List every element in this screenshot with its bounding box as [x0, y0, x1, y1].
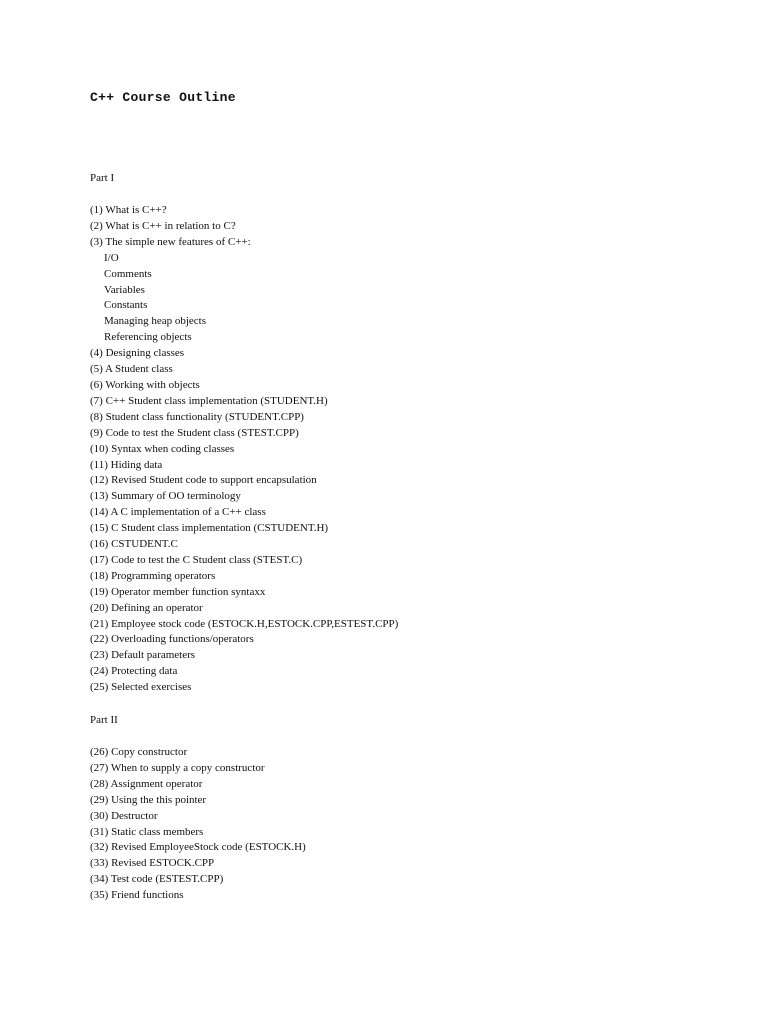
list-item: (34) Test code (ESTEST.CPP)	[90, 873, 224, 886]
part-1-heading: Part I	[90, 172, 115, 184]
list-item: (28) Assignment operator	[90, 777, 203, 790]
part-2-list	[90, 745, 306, 904]
list-item: (16) CSTUDENT.C	[90, 538, 178, 551]
list-item: (27) When to supply a copy constructor	[90, 761, 265, 774]
list-item: (14) A C implementation of a C++ class	[90, 506, 266, 519]
list-item: (18) Programming operators	[90, 569, 216, 582]
list-item: (25) Selected exercises	[90, 681, 192, 694]
list-item: (8) Student class functionality (STUDENT.CPP)	[90, 410, 304, 423]
sub-list-item: I/O	[104, 251, 119, 264]
part-2-heading: Part II	[90, 714, 118, 726]
list-item: (35) Friend functions	[90, 889, 184, 902]
list-item: (24) Protecting data	[90, 665, 178, 678]
list-item: (31) Static class members	[90, 825, 204, 838]
sub-list-item: Comments	[104, 267, 152, 280]
list-item: (15) C Student class implementation (CSTUDENT.H)	[90, 522, 329, 535]
list-item: (9) Code to test the Student class (STEST.CPP)	[90, 426, 299, 439]
sub-list-item: Constants	[104, 299, 148, 312]
list-item: (26) Copy constructor	[90, 746, 188, 758]
list-item: (11) Hiding data	[90, 458, 163, 471]
list-item: (20) Defining an operator	[90, 601, 203, 614]
list-item: (7) C++ Student class implementation (STUDENT.H)	[90, 394, 328, 407]
list-item: (2) What is C++ in relation to C?	[90, 219, 236, 232]
sub-list-item: Variables	[104, 283, 145, 296]
list-item: (23) Default parameters	[90, 649, 196, 662]
list-item: (3) The simple new features of C++:	[90, 235, 251, 248]
list-item: (1) What is C++?	[90, 204, 167, 216]
list-item: (6) Working with objects	[90, 378, 200, 391]
list-item: (32) Revised EmployeeStock code (ESTOCK.H)	[90, 841, 306, 854]
sub-list-item: Managing heap objects	[104, 315, 207, 328]
list-item: (13) Summary of OO terminology	[90, 490, 241, 503]
list-item: (33) Revised ESTOCK.CPP	[90, 857, 215, 870]
page-title: C++ Course Outline	[90, 90, 236, 105]
sub-list-item: Referencing objects	[104, 331, 192, 344]
list-item: (22) Overloading functions/operators	[90, 633, 254, 646]
list-item: (30) Destructor	[90, 809, 158, 822]
list-item: (19) Operator member function syntaxx	[90, 585, 266, 598]
list-item: (17) Code to test the C Student class (STEST.C)	[90, 553, 303, 566]
list-item: (29) Using the this pointer	[90, 793, 207, 806]
list-item: (5) A Student class	[90, 363, 173, 376]
list-item: (10) Syntax when coding classes	[90, 442, 235, 455]
list-item: (4) Designing classes	[90, 347, 185, 360]
list-item: (21) Employee stock code (ESTOCK.H,ESTOCK.CPP,ESTEST.CPP)	[90, 617, 399, 630]
part-1-list	[90, 203, 398, 696]
list-item: (12) Revised Student code to support encapsulation	[90, 474, 317, 487]
